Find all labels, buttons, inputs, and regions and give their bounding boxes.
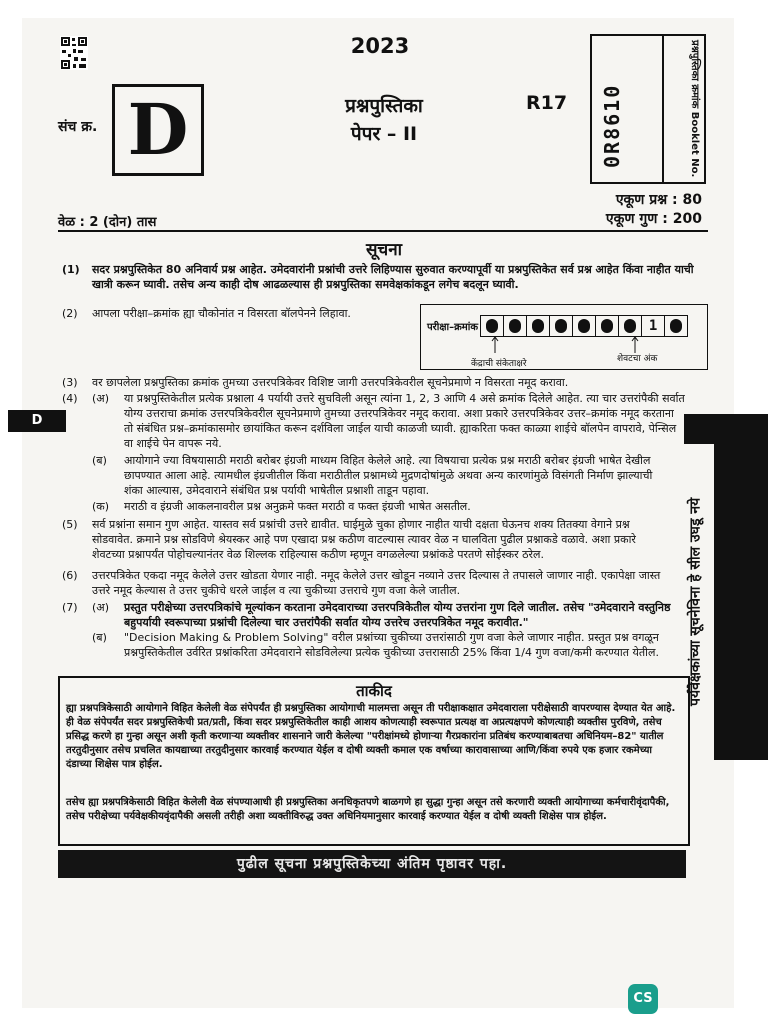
sub-item-tag: (क) <box>92 500 110 513</box>
roll-cell[interactable]: 1 <box>641 315 665 337</box>
instruction-number: (7) <box>62 601 78 614</box>
instruction-7b: "Decision Making & Problem Solving" वरील प्रश्नांच्या चुकीच्या उत्तरांसाठी गुण वजा केले जाणार नाहीत. प्रस्तुत प्रश्न वगळून प्रश्नपुस्तिकेतील उर्वरित प्रश्नांकरिता उमेदवाराने सोडविलेल्या प्रत्येक चुकीच्या उत्तरासाठी 25% किंवा 1/4 गुण वजा/कमी करण्यात येतील. <box>124 631 659 659</box>
booklet-serial-number: 0R8610 <box>600 83 624 168</box>
warning-paragraph-2: तसेच ह्या प्रश्नपत्रिकेसाठी विहित केलेली वेळ संपण्याआधी ही प्रश्नपुस्तिका अनधिकृतपणे बाळगणे हा सुद्धा गुन्हा असून तसे करणारी व्यक्ती आयोगाच्या कर्मचारीवृंदापैकी, तसेच परीक्षेच्या पर्यवेक्षकीयवृंदापैकी असली तरीही अशा व्यक्तीविरुद्ध उक्त अधिनियमानुसार कारवाई करण्यात येईल व दोषी व्यक्ती शिक्षेस पात्र होईल. <box>66 797 670 822</box>
total-marks: एकूण गुण : 200 <box>605 211 702 227</box>
exam-year: 2023 <box>350 34 410 58</box>
roll-number-label: परीक्षा–क्रमांक <box>427 322 479 333</box>
roll-cell[interactable] <box>549 315 573 337</box>
set-label: संच क्र. <box>58 119 98 135</box>
instruction-1: सदर प्रश्नपुस्तिकेत 80 अनिवार्य प्रश्न आहेत. उमेदवारांनी प्रश्नांची उत्तरे लिहिण्यास सुरुवात करण्यापूर्वी या प्रश्नपुस्तिकेत सर्व प्रश्न आहेत किंवा नाहीत याची खात्री करून घ्यावी. तसेच अन्य काही दोष आढळल्यास ही प्रश्नपुस्तिका समवेक्षकांकडून लगेच बदलून घ्यावी. <box>92 263 694 291</box>
header-divider <box>58 230 708 232</box>
totals-block <box>606 191 702 229</box>
center-code-label: केंद्राची संकेताक्षरे <box>471 359 527 369</box>
roll-cell[interactable] <box>664 315 688 337</box>
set-side-tab: D <box>8 410 66 432</box>
paper-title: पेपर – II <box>350 123 418 145</box>
roll-cell[interactable] <box>595 315 619 337</box>
roll-cell[interactable] <box>572 315 596 337</box>
exam-duration: वेळ : 2 (दोन) तास <box>58 215 157 230</box>
warning-paragraph-1: ह्या प्रश्नपत्रिकेसाठी आयोगाने विहित केलेली वेळ संपेपर्यंत ही प्रश्नपुस्तिका आयोगाची मालमत्ता असून ती परीक्षाकक्षात उमेदवाराला परीक्षेसाठी वापरण्यास देण्यात येत आहे. ही वेळ संपेपर्यंत सदर प्रश्नपुस्तिकेची प्रत/प्रती, किंवा सदर प्रश्नपुस्तिकेतील काही आशय कोणत्याही स्वरूपात प्रत्यक्ष वा अप्रत्यक्षपणे कोणत्याही व्यक्तीस पुरविणे, तसेच प्रसिद्ध करणे हा गुन्हा असून अशी कृती करणाऱ्या व्यक्तीवर शासनाने जारी केलेल्या "परीक्षांमध्ये होणाऱ्या गैरप्रकारांना प्रतिबंध करण्याबाबतचा अधिनियम–82" यातील तरतुदीनुसार तसेच प्रचलित कायद्याच्या तरतुदीनुसार कारवाई करण्यात येईल व दोषी व्यक्ती कमाल एक वर्षाच्या कारावासाच्या आणि/किंवा रुपये एक हजार रकमेच्या दंडाच्या शिक्षेस पात्र होईल. <box>66 703 676 770</box>
roll-cell[interactable] <box>526 315 550 337</box>
camscanner-logo: CS <box>628 984 658 1014</box>
roll-cell[interactable] <box>480 315 504 337</box>
booklet-title: प्रश्नपुस्तिका <box>345 95 423 117</box>
roll-number-cells <box>427 315 688 337</box>
last-digit-label: शेवटचा अंक <box>617 354 658 364</box>
footer-notice-bar: पुढील सूचना प्रश्नपुस्तिकेच्या अंतिम पृष्ठावर पहा. <box>58 850 686 878</box>
booklet-number-box <box>590 34 706 184</box>
roll-cell[interactable] <box>618 315 642 337</box>
qr-code-icon <box>60 36 88 70</box>
booklet-title-block <box>314 92 454 148</box>
roll-cell[interactable] <box>503 315 527 337</box>
sub-item-tag: (अ) <box>92 601 109 614</box>
instruction-3: वर छापलेला प्रश्नपुस्तिका क्रमांक तुमच्या उत्तरपत्रिकेवर विशिष्ट जागी उत्तरपत्रिकेवरील सूचनेप्रमाणे न विसरता नमूद करावा. <box>92 376 569 389</box>
instruction-2: आपला परीक्षा–क्रमांक ह्या चौकोनांत न विसरता बॉलपेनने लिहावा. <box>92 307 351 320</box>
booklet-number-label: प्रश्नपुस्तिका क्रमांक Booklet No. <box>689 40 700 178</box>
total-questions: एकूण प्रश्न : 80 <box>615 192 702 208</box>
sub-item-tag: (अ) <box>92 392 109 405</box>
instruction-6: उत्तरपत्रिकेत एकदा नमूद केलेले उत्तर खोडता येणार नाही. नमूद केलेले उत्तर खोडून नव्याने उत्तर दिल्यास ते तपासले जाणार नाही. एकापेक्षा जास्त उत्तरे नमूद केल्यास ते उत्तर चुकीचे धरले जाईल व त्या चुकीच्या उत्तराचे गुण वजा केले जातील. <box>92 569 661 597</box>
instruction-number: (3) <box>62 376 78 389</box>
instruction-5: सर्व प्रश्नांना समान गुण आहेत. यास्तव सर्व प्रश्नांची उत्तरे द्यावीत. घाईमुळे चुका होणार नाहीत याची दक्षता घेऊनच शक्य तितक्या वेगाने प्रश्न सोडवावेत. क्रमाने प्रश्न सोडविणे श्रेयस्कर आहे पण एखादा प्रश्न कठीण वाटल्यास त्यावर वेळ न घालविता पुढील प्रश्नाकडे वळावे. अशा प्रकारे शेवटच्या प्रश्नापर्यंत पोहोचल्यानंतर वेळ शिल्लक राहिल्यास कठीण म्हणून वगळलेल्या प्रश्नांकडे परतणे सोईस्कर ठरेल. <box>92 518 636 561</box>
sub-item-tag: (ब) <box>92 454 107 467</box>
seal-warning-text: पर्यवेक्षकांच्या सूचनेविना हे सील उघडू नये <box>676 444 714 760</box>
sub-item-tag: (ब) <box>92 631 107 644</box>
instruction-4c: मराठी व इंग्रजी आकलनावरील प्रश्न अनुक्रमे फक्त मराठी व फक्त इंग्रजी भाषेत असतील. <box>124 500 471 513</box>
warning-box <box>58 676 690 846</box>
booklet-code: R17 <box>526 92 568 114</box>
instruction-number: (6) <box>62 569 78 582</box>
instruction-number: (2) <box>62 307 78 320</box>
serial-divider <box>662 36 664 182</box>
instructions-heading: सूचना <box>365 240 403 260</box>
warning-title: ताकीद <box>356 682 392 700</box>
instruction-7a: प्रस्तुत परीक्षेच्या उत्तरपत्रिकांचे मूल्यांकन करताना उमेदवाराच्या उत्तरपत्रिकेतील योग्य उत्तरांना गुण दिले जातील. तसेच "उमेदवाराने वस्तुनिष्ठ बहुपर्यायी स्वरूपाच्या प्रश्नांची दिलेल्या चार उत्तरांपैकी सर्वात योग्य उत्तरेच उत्तरपत्रिकेत नमूद करावीत." <box>124 601 671 629</box>
roll-arrows-icon <box>421 335 707 355</box>
instruction-4a: या प्रश्नपुस्तिकेतील प्रत्येक प्रश्नाला 4 पर्यायी उत्तरे सुचविली असून त्यांना 1, 2, 3 आणि 4 असे क्रमांक दिलेले आहेत. त्या चार उत्तरांपैकी सर्वात योग्य उत्तराचा क्रमांक उत्तरपत्रिकेवरील सूचनेप्रमाणे तुमच्या उत्तरपत्रिकेवर नमूद करावा. अशा प्रकारे उत्तरपत्रिकेवर उत्तर–क्रमांक नमूद करताना तो संबंधित प्रश्न–क्रमांकासमोर छायांकित करून दर्शविला जाईल याची काळजी घ्यावी. ह्याकरिता फक्त काळ्या शाईचे बॉलपेन वापरावे, पेन्सिल वा शाईचे पेन वापरू नये. <box>124 392 685 450</box>
instruction-4b: आयोगाने ज्या विषयासाठी मराठी बरोबर इंग्रजी माध्यम विहित केलेले आहे. त्या विषयाचा प्रत्येक प्रश्न मराठी बरोबर इंग्रजी भाषेत देखील छापण्यात आला आहे. त्यामधील इंग्रजीतील किंवा मराठीतील प्रश्नामध्ये मुद्रणदोषांमुळे अथवा अन्य कारणांमुळे विसंगती निर्माण झाल्याची शंका आल्यास, उमेदवाराने संबंधित प्रश्न पर्यायी भाषेतील प्रश्नाशी ताडून पहावा. <box>124 454 653 497</box>
instruction-number: (5) <box>62 518 78 531</box>
roll-number-box <box>420 304 708 370</box>
instruction-number: (1) <box>62 263 80 276</box>
instruction-number: (4) <box>62 392 78 405</box>
set-letter-box: D <box>112 84 204 176</box>
